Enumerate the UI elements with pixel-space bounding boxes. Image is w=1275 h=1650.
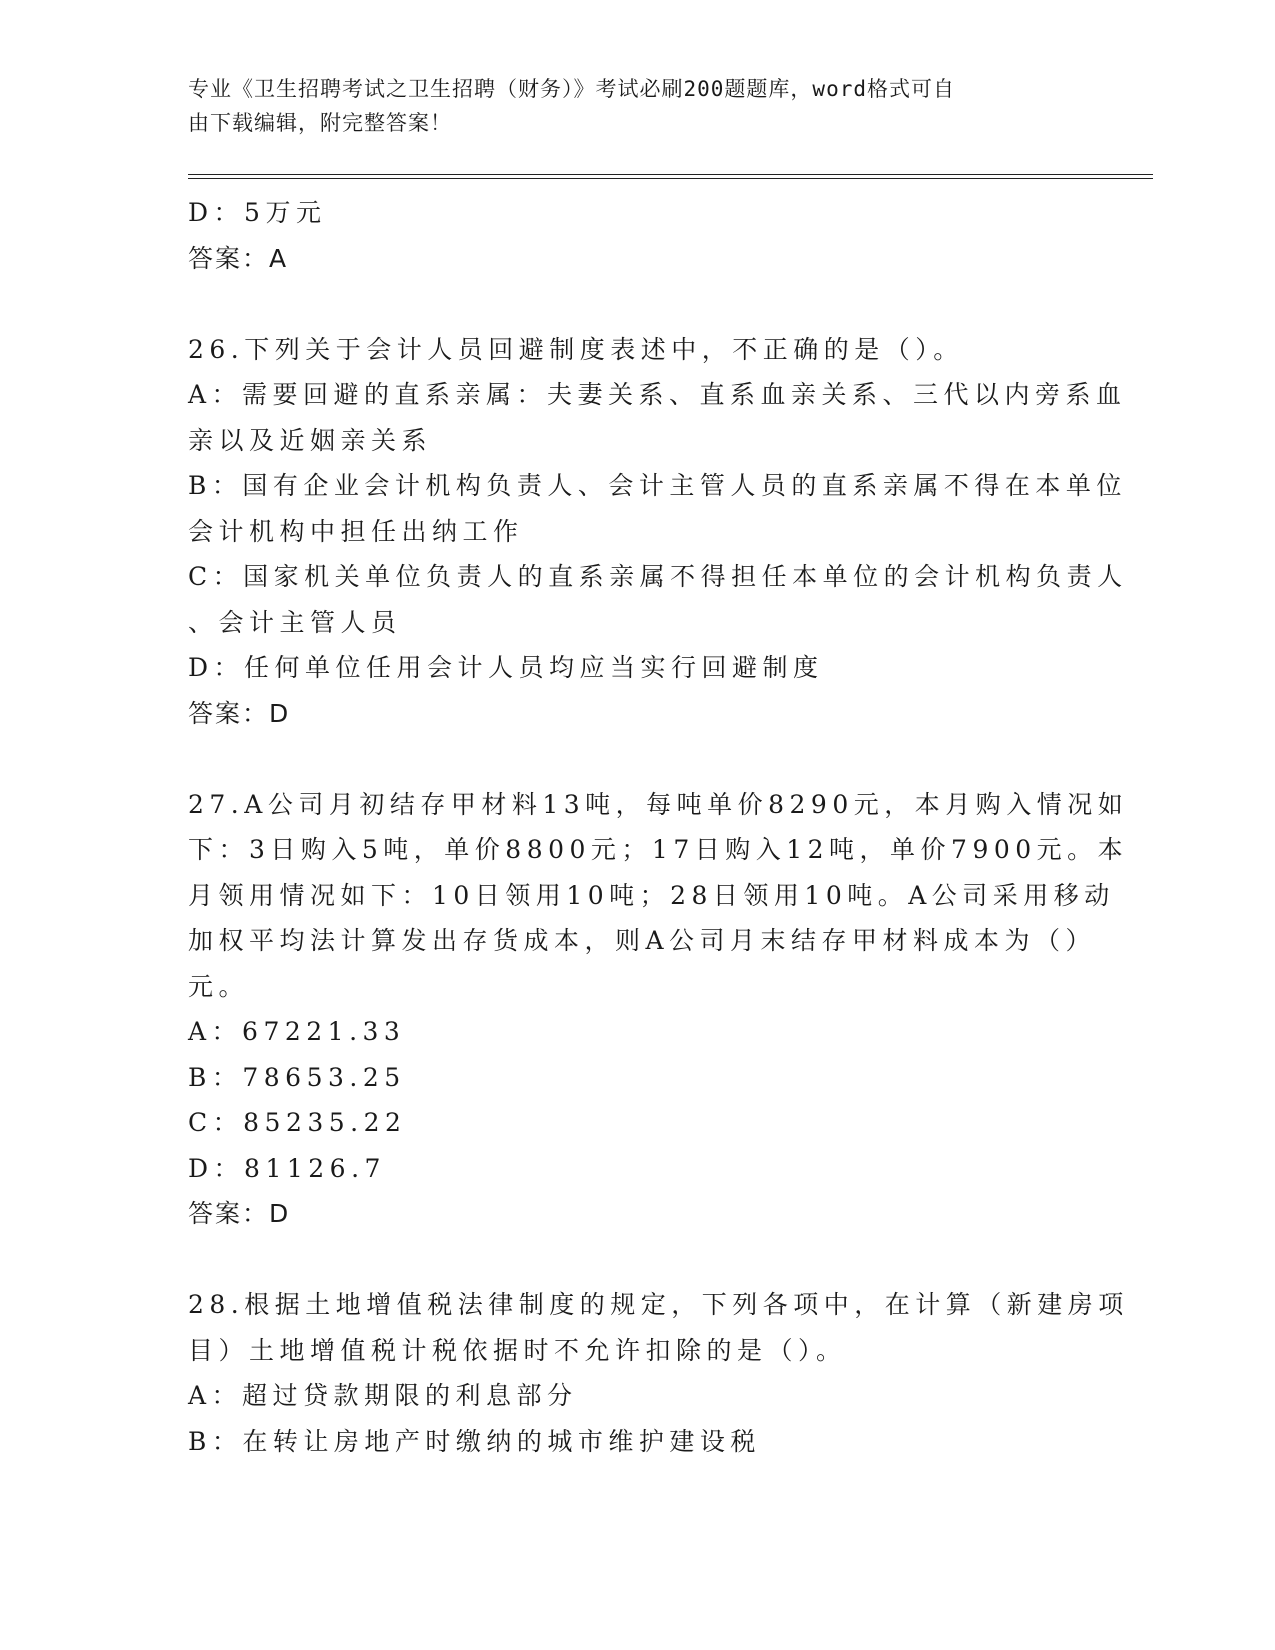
option-d: D：81126.7 — [188, 1153, 386, 1183]
option-a: A：67221.33 — [188, 1017, 406, 1046]
question-stem: 27.A公司月初结存甲材料13吨，每吨单价8290元，本月购入情况如 — [188, 789, 1129, 819]
question-block-25 — [188, 190, 1088, 281]
question-stem: 26.下列关于会计人员回避制度表述中，不正确的是（）。 — [188, 334, 964, 364]
option-d: D：5万元 — [188, 198, 327, 227]
option-b-continued: 会计机构中担任出纳工作 — [188, 516, 524, 546]
spacer — [188, 1237, 1088, 1283]
option-a-continued: 亲以及近姻亲关系 — [188, 425, 433, 455]
question-stem-continued: 加权平均法计算发出存货成本，则A公司月末结存甲材料成本为（） — [188, 926, 1097, 955]
question-block-27 — [188, 782, 1129, 1237]
option-c-continued: 、会计主管人员 — [188, 607, 402, 637]
answer-label: 答案：D — [188, 1199, 291, 1228]
option-b: B：国有企业会计机构负责人、会计主管人员的直系亲属不得在本单位 — [188, 471, 1127, 500]
question-stem-continued: 目）土地增值税计税依据时不允许扣除的是（）。 — [188, 1335, 847, 1365]
document-header — [188, 72, 1068, 140]
header-divider — [188, 174, 1153, 179]
option-a: A：需要回避的直系亲属：夫妻关系、直系血亲关系、三代以内旁系血 — [188, 380, 1127, 409]
spacer — [188, 736, 1088, 782]
document-body — [188, 190, 1129, 1464]
header-line-2: 由下载编辑，附完整答案！ — [188, 111, 452, 135]
question-stem-continued: 月领用情况如下：10日领用10吨；28日领用10吨。A公司采用移动 — [188, 880, 1115, 910]
question-stem: 28.根据土地增值税法律制度的规定，下列各项中，在计算（新建房项 — [188, 1290, 1129, 1319]
question-block-26 — [188, 327, 1128, 737]
question-stem-continued: 下：3日购入5吨，单价8800元；17日购入12吨，单价7900元。本 — [188, 835, 1129, 864]
option-b: B：78653.25 — [188, 1062, 406, 1092]
header-line-1: 专业《卫生招聘考试之卫生招聘（财务）》考试必刷200题题库，word格式可自 — [188, 77, 955, 101]
option-c: C：85235.22 — [188, 1108, 407, 1137]
answer-label: 答案：A — [188, 243, 289, 273]
option-a: A：超过贷款期限的利息部分 — [188, 1381, 578, 1410]
question-block-28 — [188, 1282, 1129, 1464]
spacer — [188, 281, 1088, 327]
answer-label: 答案：D — [188, 698, 291, 728]
option-d: D：任何单位任用会计人员均应当实行回避制度 — [188, 653, 824, 682]
question-stem-continued: 元。 — [188, 971, 250, 1001]
option-b: B：在转让房地产时缴纳的城市维护建设税 — [188, 1426, 761, 1456]
option-c: C：国家机关单位负责人的直系亲属不得担任本单位的会计机构负责人 — [188, 562, 1128, 591]
